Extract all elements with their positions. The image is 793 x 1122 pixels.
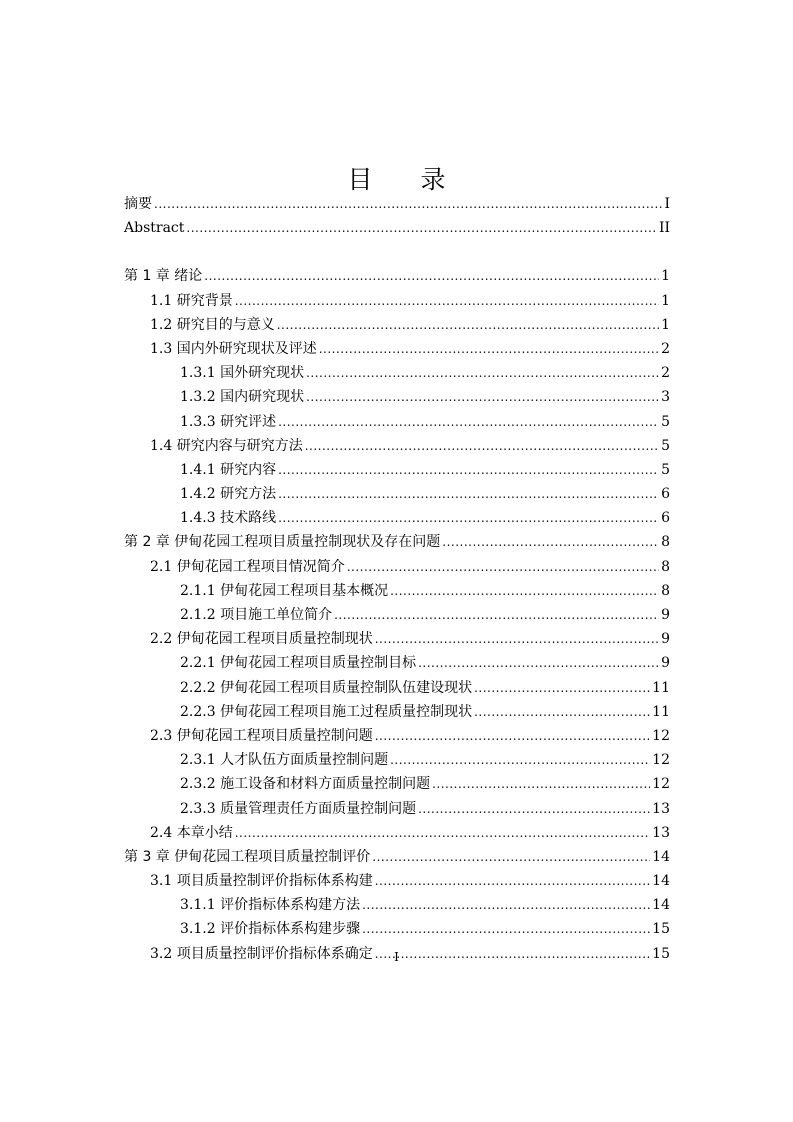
toc-entry[interactable] <box>124 579 670 603</box>
toc-entry[interactable] <box>124 482 670 506</box>
toc-entry[interactable] <box>124 385 670 409</box>
dot-leader <box>235 821 650 845</box>
dot-leader <box>235 289 659 313</box>
toc-entry-title: 1.3.1 国外研究现状 <box>180 365 305 382</box>
toc-entry[interactable] <box>124 845 670 869</box>
toc-entry[interactable] <box>124 337 670 361</box>
toc-entry[interactable] <box>124 651 670 675</box>
page-number-footer: I <box>394 950 399 964</box>
dot-leader <box>418 651 659 675</box>
toc-entry-page: 15 <box>652 921 670 938</box>
toc-entry-title: 2.1 伊甸花园工程项目情况简介 <box>150 558 345 575</box>
toc-entry-title: 第 3 章 伊甸花园工程项目质量控制评价 <box>124 848 371 865</box>
toc-entry-title: 第 1 章 绪论 <box>124 268 203 285</box>
dot-leader <box>278 410 659 434</box>
toc-entry-page: 9 <box>661 655 670 672</box>
toc-entry-title: 1.3.3 研究评述 <box>180 413 277 430</box>
dot-leader <box>375 724 650 748</box>
toc-entry-title: 3.1.2 评价指标体系构建步骤 <box>180 921 361 938</box>
dot-leader <box>442 530 659 554</box>
toc-entry[interactable] <box>124 724 670 748</box>
toc-entry[interactable] <box>124 506 670 530</box>
dot-leader <box>278 458 659 482</box>
toc-entry-page: 12 <box>652 752 670 769</box>
toc-entry-page: 1 <box>661 268 670 285</box>
toc-entry-title: 第 2 章 伊甸花园工程项目质量控制现状及存在问题 <box>124 534 441 551</box>
toc-entry-page: 12 <box>652 727 670 744</box>
toc-entry-page: 13 <box>652 800 670 817</box>
toc-entry-page: 14 <box>652 897 670 914</box>
toc-entry-title: 1.4.1 研究内容 <box>180 461 277 478</box>
toc-entry[interactable] <box>124 434 670 458</box>
toc-entry-page: 8 <box>661 534 670 551</box>
toc-entry[interactable] <box>124 797 670 821</box>
toc-entry-page: 8 <box>661 558 670 575</box>
toc-entry-page: 14 <box>652 848 670 865</box>
toc-entry-title: 1.2 研究目的与意义 <box>150 316 275 333</box>
toc-entry[interactable] <box>124 627 670 651</box>
toc-entry-page: 13 <box>652 824 670 841</box>
toc-entry[interactable] <box>124 458 670 482</box>
dot-leader <box>390 579 659 603</box>
toc-entry-title: 1.4.3 技术路线 <box>180 510 277 527</box>
dot-leader <box>319 337 659 361</box>
toc-entry-page: 9 <box>661 631 670 648</box>
toc-entry-title: 2.2 伊甸花园工程项目质量控制现状 <box>150 631 373 648</box>
dot-leader <box>362 917 650 941</box>
toc-entry-title: 2.2.3 伊甸花园工程项目施工过程质量控制现状 <box>180 703 473 720</box>
dot-leader <box>334 603 659 627</box>
dot-leader <box>305 434 659 458</box>
toc-entry-page: I <box>664 196 670 212</box>
toc-entry-page: 6 <box>661 510 670 527</box>
toc-entry[interactable] <box>124 772 670 796</box>
dot-leader <box>347 555 659 579</box>
toc-entry[interactable] <box>124 555 670 579</box>
toc-entry-title: 2.2.2 伊甸花园工程项目质量控制队伍建设现状 <box>180 679 473 696</box>
toc-entry[interactable] <box>124 289 670 313</box>
dot-leader <box>375 627 659 651</box>
toc-entry-page: 5 <box>661 461 670 478</box>
dot-leader <box>375 869 650 893</box>
toc-entry[interactable] <box>124 410 670 434</box>
dot-leader <box>306 361 659 385</box>
toc-entry-page: 2 <box>661 365 670 382</box>
toc-entry[interactable] <box>124 676 670 700</box>
dot-leader <box>186 216 657 240</box>
toc-entry-page: 12 <box>652 776 670 793</box>
toc-entry[interactable] <box>124 192 670 216</box>
toc-entry-title: 2.2.1 伊甸花园工程项目质量控制目标 <box>180 655 417 672</box>
dot-leader <box>306 385 659 409</box>
toc-entry-page: 11 <box>652 679 670 696</box>
toc-entry-title: 2.1.2 项目施工单位简介 <box>180 607 333 623</box>
toc-entry-title: 摘要 <box>124 196 152 212</box>
toc-entry-title: 1.4 研究内容与研究方法 <box>150 437 303 454</box>
toc-entry-page: 5 <box>661 437 670 454</box>
toc-entry[interactable] <box>124 264 670 288</box>
dot-leader <box>362 893 650 917</box>
toc-entry-title: 2.3 伊甸花园工程项目质量控制问题 <box>150 727 373 744</box>
dot-leader <box>474 676 650 700</box>
toc-entry-title: 2.3.1 人才队伍方面质量控制问题 <box>180 752 389 769</box>
toc-entry[interactable] <box>124 917 670 941</box>
toc-entry-title: 3.1 项目质量控制评价指标体系构建 <box>150 873 373 890</box>
toc-title: 目 录 <box>347 165 466 194</box>
toc-entry-page: 1 <box>661 292 670 309</box>
toc-entry-title: 1.1 研究背景 <box>150 292 233 309</box>
dot-leader <box>277 313 659 337</box>
toc-entry-title: 1.4.2 研究方法 <box>180 486 277 503</box>
dot-leader <box>154 192 662 216</box>
toc-entry-page: 1 <box>661 316 670 333</box>
toc-entry-title: 2.1.1 伊甸花园工程项目基本概况 <box>180 582 389 599</box>
toc-entry-title: Abstract <box>124 220 185 237</box>
toc-entry[interactable] <box>124 530 670 554</box>
dot-leader <box>390 748 650 772</box>
toc-entry[interactable] <box>124 869 670 893</box>
toc-entry[interactable] <box>124 700 670 724</box>
toc-entry-page: 2 <box>661 340 670 357</box>
toc-entry-title: 2.4 本章小结 <box>150 824 233 841</box>
toc-entry-title: 1.3.2 国内研究现状 <box>180 389 305 406</box>
toc-entry-title: 2.3.2 施工设备和材料方面质量控制问题 <box>180 776 431 793</box>
dot-leader <box>418 797 650 821</box>
toc-entry-page: 5 <box>661 413 670 430</box>
toc-entry-page: II <box>658 220 670 237</box>
toc-entry-page: 11 <box>652 703 670 720</box>
dot-leader <box>372 845 650 869</box>
table-of-contents <box>124 192 670 966</box>
toc-entry-page: 14 <box>652 873 670 890</box>
toc-entry-title: 2.3.3 质量管理责任方面质量控制问题 <box>180 800 417 817</box>
toc-entry[interactable] <box>124 603 670 627</box>
dot-leader <box>204 264 659 288</box>
toc-entry[interactable] <box>124 361 670 385</box>
toc-entry-page: 8 <box>661 582 670 599</box>
toc-entry[interactable] <box>124 216 670 240</box>
toc-entry-title: 3.2 项目质量控制评价指标体系确定 <box>150 945 373 962</box>
toc-entry-title: 1.3 国内外研究现状及评述 <box>150 340 317 357</box>
dot-leader <box>432 772 650 796</box>
toc-entry-page: 9 <box>661 607 670 623</box>
toc-entry-page: 15 <box>652 945 670 962</box>
toc-entry-page: 3 <box>661 389 670 406</box>
toc-entry[interactable] <box>124 313 670 337</box>
toc-entry-title: 3.1.1 评价指标体系构建方法 <box>180 897 361 914</box>
toc-entry[interactable] <box>124 748 670 772</box>
dot-leader <box>278 506 659 530</box>
toc-entry[interactable] <box>124 821 670 845</box>
dot-leader <box>474 700 650 724</box>
dot-leader <box>278 482 659 506</box>
toc-entry-page: 6 <box>661 486 670 503</box>
toc-entry[interactable] <box>124 893 670 917</box>
